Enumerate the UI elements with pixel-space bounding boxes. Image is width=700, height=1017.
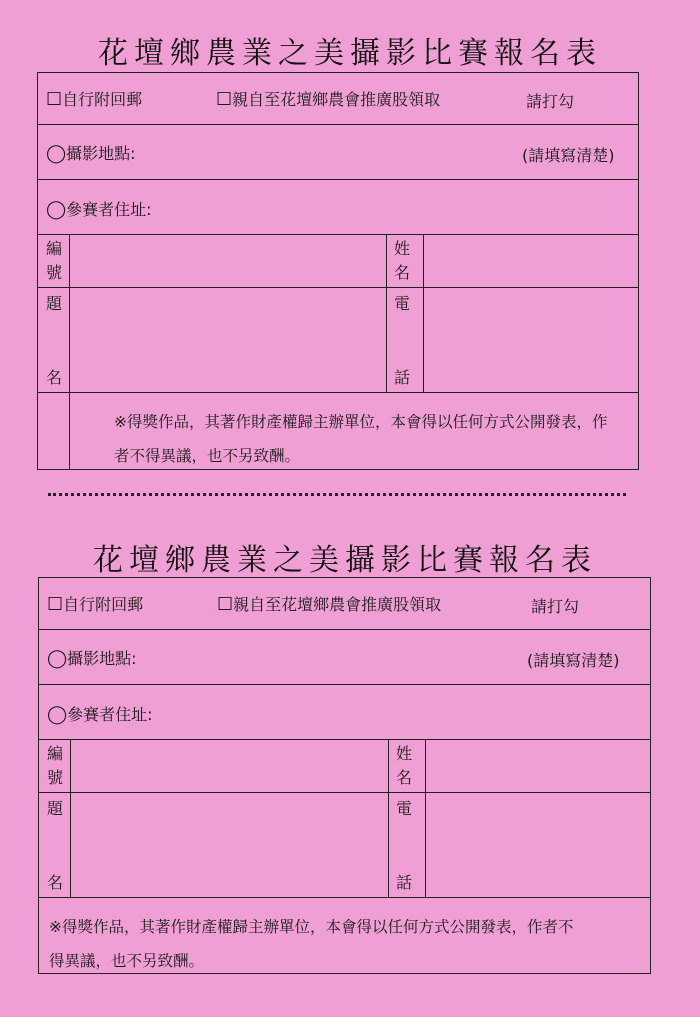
phone-input[interactable] [425, 288, 638, 392]
address-field-label [46, 197, 152, 220]
number-name-row [39, 740, 650, 793]
location-field-label [46, 141, 136, 164]
return-mail-label: 自行附回郵 [63, 595, 144, 614]
column-divider [388, 740, 389, 898]
number-label: 編 號 [47, 744, 64, 787]
fill-clearly-note: (請填寫清楚) [527, 651, 620, 670]
return-mail-label: 自行附回郵 [62, 90, 143, 109]
location-label: 攝影地點: [66, 144, 136, 163]
tick-hint: 請打勾 [531, 597, 580, 616]
column-divider [69, 235, 70, 393]
subject-phone-row [38, 288, 638, 393]
name-label: 姓 名 [396, 744, 413, 787]
location-row[interactable] [38, 125, 638, 180]
location-label: 攝影地點: [67, 649, 137, 668]
column-divider [425, 740, 426, 898]
form-table [37, 72, 639, 470]
circle-marker-icon: ◯ [46, 143, 67, 164]
subject-label-top: 題 [47, 799, 64, 818]
address-field-label [47, 702, 153, 725]
subject-label-bottom: 名 [47, 873, 64, 892]
address-label: 參賽者住址: [66, 200, 152, 219]
pickup-option[interactable] [216, 87, 440, 110]
column-divider [386, 235, 387, 393]
copyright-notice: ※得獎作品，其著作財產權歸主辦單位，本會得以任何方式公開發表，作者不 得異議，也不另致酬。 [49, 918, 574, 970]
pickup-label: 親自至花壇鄉農會推廣股領取 [232, 90, 441, 109]
location-field-label [47, 646, 137, 669]
checkbox-icon[interactable]: ☐ [216, 89, 233, 110]
copyright-notice-cell [69, 393, 638, 469]
circle-marker-icon: ◯ [47, 704, 68, 725]
return-mail-option[interactable] [47, 592, 143, 615]
pickup-option[interactable] [217, 592, 441, 615]
number-name-row [38, 235, 638, 288]
number-label: 編 號 [46, 239, 63, 282]
number-input[interactable] [72, 740, 386, 792]
subject-input[interactable] [72, 793, 386, 897]
number-input[interactable] [71, 235, 384, 287]
cut-line-divider [48, 493, 626, 496]
return-mail-option[interactable] [46, 87, 142, 110]
tick-hint: 請打勾 [526, 92, 575, 111]
circle-marker-icon: ◯ [47, 648, 68, 669]
pickup-label: 親自至花壇鄉農會推廣股領取 [233, 595, 442, 614]
name-input[interactable] [427, 740, 650, 792]
name-input[interactable] [425, 235, 638, 287]
name-label: 姓 名 [394, 239, 411, 282]
delivery-option-row [38, 73, 638, 125]
form-table [38, 577, 651, 974]
address-row[interactable] [38, 180, 638, 235]
address-row[interactable] [39, 685, 650, 740]
phone-label-top: 電 [394, 294, 411, 313]
subject-phone-row [39, 793, 650, 898]
phone-label-top: 電 [396, 799, 413, 818]
address-label: 參賽者住址: [67, 705, 153, 724]
phone-label-bottom: 話 [394, 368, 411, 387]
circle-marker-icon: ◯ [46, 199, 67, 220]
subject-input[interactable] [71, 288, 384, 392]
fill-clearly-note: (請填寫清楚) [522, 146, 615, 165]
copyright-notice: ※得獎作品，其著作財產權歸主辦單位，本會得以任何方式公開發表，作 者不得異議，也不另致酬。 [114, 413, 608, 465]
subject-label-top: 題 [46, 294, 63, 313]
form-title: 花壇鄉農業之美攝影比賽報名表 [98, 36, 602, 71]
delivery-option-row [39, 578, 650, 630]
form-title: 花壇鄉農業之美攝影比賽報名表 [93, 543, 597, 578]
checkbox-icon[interactable]: ☐ [46, 89, 63, 110]
column-divider [423, 235, 424, 393]
location-row[interactable] [39, 630, 650, 685]
column-divider [70, 740, 71, 898]
phone-label-bottom: 話 [396, 873, 413, 892]
phone-input[interactable] [427, 793, 650, 897]
checkbox-icon[interactable]: ☐ [47, 594, 64, 615]
subject-label-bottom: 名 [46, 368, 63, 387]
copyright-notice-cell [39, 898, 650, 973]
checkbox-icon[interactable]: ☐ [217, 594, 234, 615]
